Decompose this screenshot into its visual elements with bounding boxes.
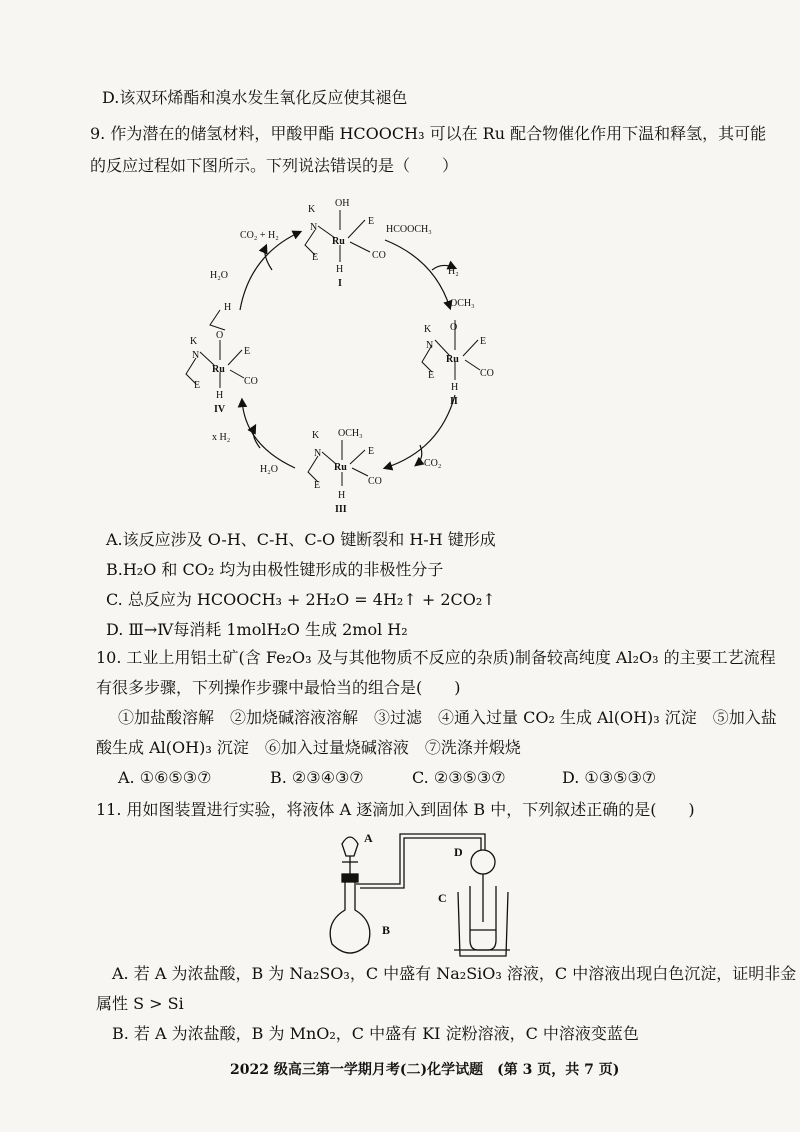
q10-option-d: D. ①③⑤③⑦ — [562, 768, 657, 787]
page-footer: 2022 级高三第一学期月考(二)化学试题 (第 3 页，共 7 页) — [230, 1062, 620, 1078]
label-xh2: x H₂ — [212, 432, 231, 443]
svg-text:CO: CO — [244, 376, 258, 387]
svg-text:Ru: Ru — [446, 354, 459, 365]
svg-text:E: E — [368, 446, 375, 457]
cycle-arrow-iii-to-iv — [242, 400, 295, 468]
svg-text:E: E — [480, 336, 487, 347]
q11-option-a-line1: A. 若 A 为浓盐酸，B 为 Na₂SO₃，C 中盛有 Na₂SiO₃ 溶液，C 中溶液出现白色沉淀，证明非金 — [112, 964, 797, 983]
co2h2-release-arrow — [265, 246, 272, 270]
svg-text:OH: OH — [335, 198, 350, 209]
svg-text:H: H — [224, 302, 232, 313]
svg-text:K: K — [312, 430, 320, 441]
q8-option-d: D.该双环烯酯和溴水发生氧化反应使其褪色 — [102, 88, 408, 107]
svg-text:O: O — [450, 322, 458, 333]
svg-text:K: K — [424, 324, 432, 335]
svg-text:Ru: Ru — [332, 236, 345, 247]
q10-steps-line2: 酸生成 Al(OH)₃ 沉淀 ⑥加入过量烧碱溶液 ⑦洗涤并煅烧 — [96, 738, 521, 757]
funnel-a-icon — [342, 837, 358, 856]
svg-text:O: O — [216, 330, 224, 341]
q10-stem-line2: 有很多步骤，下列操作步骤中最恰当的组合是( ) — [96, 678, 461, 697]
svg-text:IV: IV — [214, 404, 226, 415]
svg-text:Ru: Ru — [212, 364, 225, 375]
q9-option-a: A.该反应涉及 O-H、C-H、C-O 键断裂和 H-H 键形成 — [106, 530, 496, 549]
cycle-arrow-iv-to-i — [240, 232, 300, 310]
q9-option-b: B.H₂O 和 CO₂ 均为由极性键形成的非极性分子 — [106, 560, 444, 579]
bulb-d-icon — [471, 850, 495, 874]
label-hcooch3: HCOOCH₃ — [386, 224, 432, 235]
svg-text:H: H — [216, 390, 224, 401]
svg-text:E: E — [244, 346, 251, 357]
q10-option-a: A. ①⑥⑤③⑦ — [118, 768, 212, 787]
label-h2o-top: H₂O — [210, 270, 228, 281]
svg-text:Ru: Ru — [334, 462, 347, 473]
catalytic-cycle-diagram — [180, 190, 540, 520]
svg-text:E: E — [368, 216, 375, 227]
svg-text:OCH₃: OCH₃ — [450, 298, 475, 309]
flask-b-icon — [330, 880, 370, 953]
svg-text:CO: CO — [480, 368, 494, 379]
svg-text:II: II — [450, 396, 458, 407]
co2-release-arrow — [416, 445, 422, 465]
svg-text:K: K — [190, 336, 198, 347]
svg-text:CO: CO — [368, 476, 382, 487]
complex-iv — [186, 310, 244, 388]
svg-text:III: III — [335, 504, 347, 515]
cycle-arrow-ii-to-iii — [385, 395, 455, 468]
svg-text:CO: CO — [372, 250, 386, 261]
q10-stem-line1: 10. 工业上用铝土矿(含 Fe₂O₃ 及与其他物质不反应的杂质)制备较高纯度 Al₂O₃ 的主要工艺流程 — [96, 648, 776, 667]
apparatus-diagram — [320, 822, 520, 962]
q9-option-d: D. Ⅲ→Ⅳ每消耗 1molH₂O 生成 2mol H₂ — [106, 620, 408, 639]
svg-text:D: D — [454, 845, 463, 859]
svg-text:H: H — [338, 490, 346, 501]
label-h2-right: H₂ — [448, 266, 459, 277]
svg-text:E: E — [314, 480, 321, 491]
svg-text:H: H — [336, 264, 344, 275]
svg-text:OCH₃: OCH₃ — [338, 428, 363, 439]
svg-text:I: I — [338, 278, 342, 289]
svg-text:H: H — [451, 382, 459, 393]
q11-option-a-line2: 属性 S > Si — [96, 994, 184, 1013]
q10-option-c: C. ②③⑤③⑦ — [412, 768, 506, 787]
svg-text:N: N — [426, 340, 434, 351]
cycle-arrow-i-to-ii — [385, 240, 450, 308]
svg-text:N: N — [310, 222, 318, 233]
q10-option-b: B. ②③④③⑦ — [270, 768, 364, 787]
xh2-release-arrow — [253, 426, 260, 448]
label-h2o-bottom: H₂O — [260, 464, 278, 475]
q11-stem: 11. 用如图装置进行实验，将液体 A 逐滴加入到固体 B 中，下列叙述正确的是( ) — [96, 800, 695, 819]
q10-options — [118, 768, 656, 788]
svg-text:E: E — [428, 370, 435, 381]
q9-stem-line1: 9. 作为潜在的储氢材料，甲酸甲酯 HCOOCH₃ 可以在 Ru 配合物催化作用下温和释氢，其可能 — [90, 124, 767, 143]
svg-text:N: N — [314, 448, 322, 459]
label-co2-h2: CO₂ + H₂ — [240, 230, 279, 241]
svg-text:K: K — [308, 204, 316, 215]
label-co2-bottom: CO₂ — [424, 458, 442, 469]
svg-text:E: E — [194, 380, 201, 391]
q11-option-b: B. 若 A 为浓盐酸，B 为 MnO₂，C 中盛有 KI 淀粉溶液，C 中溶液变蓝色 — [112, 1024, 639, 1043]
q9-stem-line2: 的反应过程如下图所示。下列说法错误的是（ ） — [90, 156, 459, 175]
svg-text:B: B — [382, 923, 391, 937]
svg-text:C: C — [438, 891, 447, 905]
svg-text:N: N — [192, 350, 200, 361]
svg-text:E: E — [312, 252, 319, 263]
q10-steps-line1: ①加盐酸溶解 ②加烧碱溶液溶解 ③过滤 ④通入过量 CO₂ 生成 Al(OH)₃ 沉淀 ⑤加入盐 — [118, 708, 777, 727]
svg-text:A: A — [364, 831, 373, 845]
q9-option-c: C. 总反应为 HCOOCH₃ + 2H₂O = 4H₂↑ + 2CO₂↑ — [106, 590, 496, 609]
